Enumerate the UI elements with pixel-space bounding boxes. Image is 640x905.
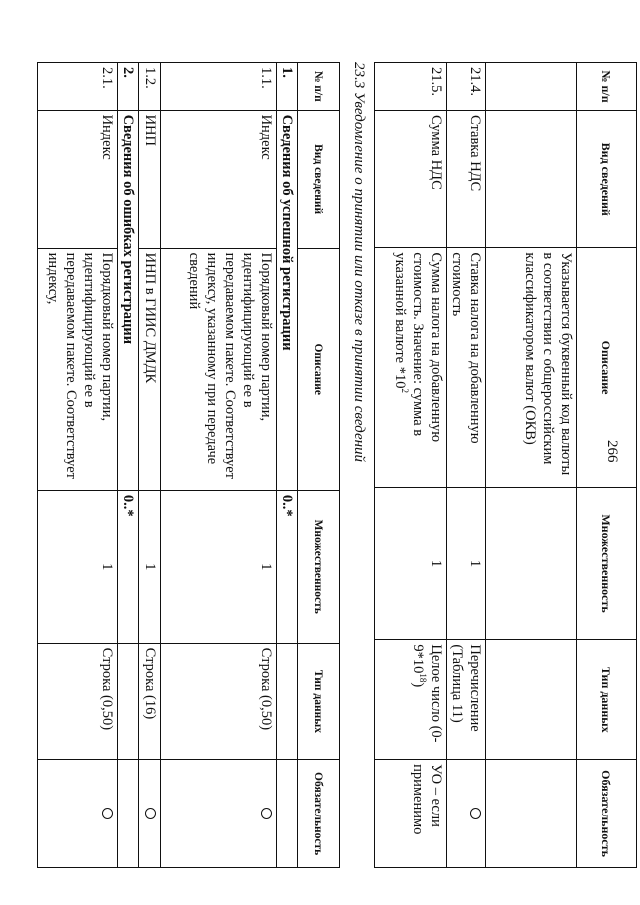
cell-multiplicity: 0..* [118,490,139,643]
cell-description: ИНП в ГИИС ДМДК [139,248,161,490]
cell-multiplicity: 1 [447,487,486,640]
data-type-text: Целое число (0-9*10 [410,644,444,743]
table-continuation [374,62,637,868]
table-notification [37,62,340,868]
circle-o-mark [470,808,481,819]
section-caption: 23.3 Уведомление о принятии или отказе в принятии сведений [351,62,367,463]
cell-data-type: Строка (0,50) [161,643,277,760]
table-row [447,63,486,868]
cell-data-type [277,643,298,760]
cell-required: УО – если применимо [375,760,447,868]
table-row [161,63,277,868]
section-title: Сведения об ошибках регистрации [118,110,139,490]
cell-multiplicity: 1 [38,490,118,643]
cell-kind: ИНП [139,110,161,248]
cell-required [38,760,118,868]
circle-o-mark [145,808,156,819]
header-data-type: Тип данных [577,640,637,760]
cell-num: 1.2. [139,63,161,111]
cell-num [486,63,577,111]
cell-data-type [486,640,577,760]
cell-multiplicity: 1 [375,487,447,640]
cell-kind: Индекс [38,110,118,248]
cell-data-type: Строка (16) [139,643,161,760]
table-header-row [298,63,340,868]
section-row [277,63,298,868]
description-text: Сумма налога на добавленную стоимость. Значение: сумма в указанной валюте *10 [392,252,444,443]
cell-multiplicity: 1 [161,490,277,643]
cell-required [277,760,298,868]
header-num: № п/п [577,63,637,111]
header-data-type: Тип данных [298,643,340,760]
data-type-close: ) [410,682,426,688]
section-row [118,63,139,868]
cell-multiplicity: 0..* [277,490,298,643]
header-required: Обязательность [577,760,637,868]
cell-multiplicity: 1 [139,490,161,643]
cell-kind [486,111,577,248]
cell-description: Порядковый номер партии, идентифицирующий ее в передаваемом пакете. Соответствует индексу, [38,248,118,490]
cell-num: 2.1. [38,63,118,111]
header-multiplicity: Множественность [577,487,637,640]
cell-kind: Ставка НДС [447,111,486,248]
section-title: Сведения об успешной регистрации [277,110,298,490]
cell-description: Указывается буквенный код валюты в соответствии с общероссийским классификатором валют (ОКВ) [486,248,577,487]
cell-description [375,248,447,487]
cell-num: 21.5. [375,63,447,111]
cell-num: 1.1. [161,63,277,111]
description-exponent: 2 [399,388,410,393]
cell-num: 21.4. [447,63,486,111]
cell-required [118,760,139,868]
header-num: № п/п [298,63,340,111]
table-header-row [577,63,637,868]
table-row [38,63,118,868]
cell-num: 1. [277,63,298,111]
cell-description: Порядковый номер партии, идентифицирующий ее в передаваемом пакете. Соответствует индексу, указанному при передаче сведений [161,248,277,490]
cell-kind: Индекс [161,110,277,248]
header-kind: Вид сведений [298,110,340,248]
header-multiplicity: Множественность [298,490,340,643]
table-row [486,63,577,868]
cell-data-type: Строка (0,50) [38,643,118,760]
cell-required [161,760,277,868]
cell-data-type: Перечисление (Таблица 11) [447,640,486,760]
page-number: 266 [604,440,620,463]
table-row [375,63,447,868]
table-row [139,63,161,868]
header-required: Обязательность [298,760,340,868]
cell-required [447,760,486,868]
cell-num: 2. [118,63,139,111]
circle-o-mark [102,808,113,819]
cell-description: Ставка налога на добавленную стоимость [447,248,486,487]
circle-o-mark [261,808,272,819]
cell-kind: Сумма НДС [375,111,447,248]
header-description: Описание [298,248,340,490]
cell-required [486,760,577,868]
header-kind: Вид сведений [577,111,637,248]
cell-data-type [375,640,447,760]
header-description: Описание [577,248,637,487]
cell-data-type [118,643,139,760]
cell-multiplicity [486,487,577,640]
data-type-exponent: 18 [417,673,428,683]
cell-required [139,760,161,868]
